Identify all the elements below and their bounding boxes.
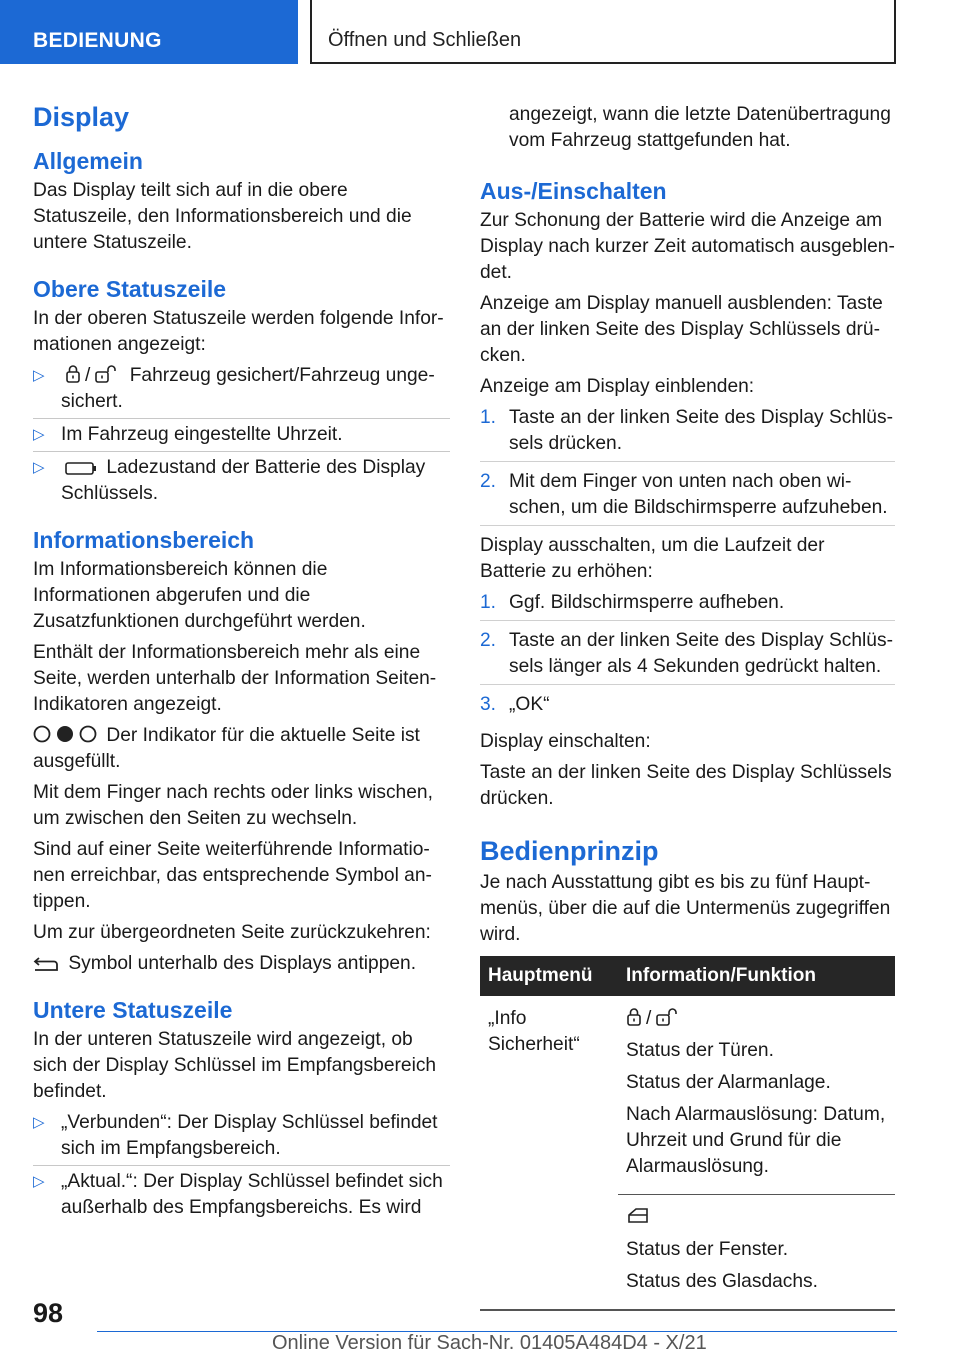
obere-item-1-text: Fahrzeug gesichert/Fahrzeug ungesichert. (61, 365, 435, 412)
header-chapter-box (310, 0, 896, 64)
steps-ausschalten (480, 590, 895, 722)
triangle-bullet-icon: ▷ (33, 367, 45, 384)
triangle-bullet-icon: ▷ (33, 1173, 45, 1190)
list-item (33, 1169, 450, 1221)
menu-table (480, 956, 895, 1311)
back-arrow-icon (33, 956, 59, 972)
lock-closed-icon (65, 364, 81, 384)
info-p7-row (33, 951, 450, 977)
heading-aus-einschalten: Aus-/Einschalten (480, 178, 667, 204)
aus-p1: Zur Schonung der Batterie wird die Anzeige am Display nach kurzer Zeit automatisch ausgeblendet. (480, 210, 895, 283)
info-p4: Mit dem Finger nach rechts oder links wischen, um zwischen den Seiten zu wechseln. (33, 782, 433, 829)
table-cell-menu (480, 996, 618, 1310)
list-item (480, 469, 895, 526)
list-item (480, 692, 895, 722)
bedien-text: Je nach Ausstattung gibt es bis zu fünf Hauptmenüs, über die auf die Untermenüs zugegriffen wird. (480, 872, 891, 945)
allgemein-text: Das Display teilt sich auf in die obere Statuszeile, den Informationsbereich und die untere Statuszeile. (33, 180, 412, 253)
heading-obere-statuszeile: Obere Statuszeile (33, 276, 227, 302)
list-separator (33, 451, 450, 452)
heading-bedienprinzip: Bedienprinzip (480, 836, 659, 866)
step-text: Taste an der linken Seite des Display Schlüssels drücken. (509, 407, 893, 454)
lock-open-icon (655, 1007, 681, 1027)
triangle-bullet-icon: ▷ (33, 1114, 45, 1131)
info-p6: Um zur übergeordneten Seite zurückzukehren: (33, 922, 431, 943)
table-cell-info (618, 996, 895, 1195)
step-number: 3. (480, 694, 497, 715)
untere-list (33, 1110, 450, 1221)
heading-untere-statuszeile: Untere Statuszeile (33, 997, 233, 1023)
right-column (480, 102, 895, 1311)
info-p3-text: Der Indikator für die aktuelle Seite ist ausgefüllt. (33, 725, 420, 772)
triangle-bullet-icon: ▷ (33, 459, 45, 476)
info-line: Status der Türen. (626, 1040, 774, 1061)
obere-item-2-text: Im Fahrzeug eingestellte Uhrzeit. (61, 424, 343, 445)
untere-item-1-text: „Verbunden“: Der Display Schlüssel befindet sich im Empfangsbereich. (61, 1112, 438, 1159)
page-indicator-icon (33, 724, 97, 744)
header-section-label: BEDIENUNG (33, 29, 162, 52)
step-text: „OK“ (509, 694, 550, 715)
info-line: Status der Fenster. (626, 1239, 789, 1260)
untere-intro: In der unteren Statuszeile wird angezeigt, ob sich der Display Schlüssel im Empfangsbereich befindet. (33, 1029, 437, 1102)
list-item (480, 405, 895, 462)
aus-p2: Anzeige am Display manuell ausblenden: Taste an der linken Seite des Display Schlüssels drücken. (480, 293, 883, 366)
untere-item-2-text: „Aktual.“: Der Display Schlüssel befindet sich außerhalb des Empfangsbereichs. Es wird (61, 1171, 443, 1218)
lock-icons-row: / (626, 1006, 887, 1032)
list-separator (33, 418, 450, 419)
menu-name: „Info Sicherheit“ (488, 1008, 580, 1055)
aus-p6: Taste an der linken Seite des Display Schlüssels drücken. (480, 762, 892, 809)
obere-list (33, 363, 450, 507)
info-line: Status des Glasdachs. (626, 1271, 818, 1292)
info-p1: Im Informationsbereich können die Informationen abgerufen und die Zusatzfunktionen durchgeführt werden. (33, 559, 366, 632)
page-title: Display (33, 102, 130, 132)
window-icon-row (626, 1205, 887, 1231)
list-separator (33, 1165, 450, 1166)
info-p3-row (33, 723, 450, 775)
aus-p4: Display ausschalten, um die Laufzeit der Batterie zu erhöhen: (480, 535, 825, 582)
list-item (480, 590, 895, 621)
header-section-tab (0, 0, 298, 64)
list-item (33, 455, 450, 507)
footer-text: Online Version für Sach-Nr. 01405A484D4 - X/21 (272, 1332, 707, 1354)
table-header-hauptmenue: Hauptmenü (480, 956, 618, 996)
info-line: Status der Alarmanlage. (626, 1072, 831, 1093)
header-chapter-label: Öffnen und Schließen (328, 29, 522, 51)
table-row (480, 996, 895, 1195)
step-number: 2. (480, 471, 497, 492)
lock-open-icon (94, 364, 120, 384)
info-line: Nach Alarmauslösung: Datum, Uhrzeit und Grund für die Alarmauslösung. (626, 1104, 886, 1177)
aus-p5: Display einschalten: (480, 731, 651, 752)
page-number: 98 (33, 1298, 64, 1328)
heading-informationsbereich: Informationsbereich (33, 527, 255, 553)
info-p5: Sind auf einer Seite weiterführende Informationen erreichbar, das entsprechende Symbol antippen. (33, 839, 432, 912)
step-number: 1. (480, 592, 497, 613)
triangle-bullet-icon: ▷ (33, 426, 45, 443)
steps-einblenden (480, 405, 895, 526)
left-column (33, 100, 450, 1228)
list-item (33, 1110, 450, 1162)
heading-allgemein: Allgemein (33, 148, 143, 174)
step-text: Taste an der linken Seite des Display Schlüssels länger als 4 Sekunden gedrückt halten. (509, 630, 893, 677)
step-text: Mit dem Finger von unten nach oben wischen, um die Bildschirmsperre aufzuheben. (509, 471, 888, 518)
obere-intro: In der oberen Statuszeile werden folgende Informationen angezeigt: (33, 308, 444, 355)
obere-item-3-text: Ladezustand der Batterie des Display Schlüssels. (61, 457, 426, 504)
list-item (33, 422, 450, 448)
step-text: Ggf. Bildschirmsperre aufheben. (509, 592, 785, 613)
table-header-information: Information/Funktion (618, 956, 895, 996)
continuation-text: angezeigt, wann die letzte Datenübertragung vom Fahrzeug stattgefunden hat. (509, 104, 891, 151)
step-number: 1. (480, 407, 497, 428)
list-item (480, 628, 895, 685)
table-cell-info (618, 1195, 895, 1311)
battery-icon (65, 460, 97, 476)
list-item: ▷ / Fahrzeug gesichert/Fahrzeug ungesichert. (33, 363, 450, 415)
step-number: 2. (480, 630, 497, 651)
aus-p3: Anzeige am Display einblenden: (480, 376, 755, 397)
window-icon (626, 1206, 650, 1226)
lock-closed-icon (626, 1007, 642, 1027)
info-p7-text: Symbol unterhalb des Displays antippen. (68, 953, 417, 974)
info-p2: Enthält der Informationsbereich mehr als eine Seite, werden unterhalb der Information Seiten-Indikatoren angezeigt. (33, 642, 437, 715)
